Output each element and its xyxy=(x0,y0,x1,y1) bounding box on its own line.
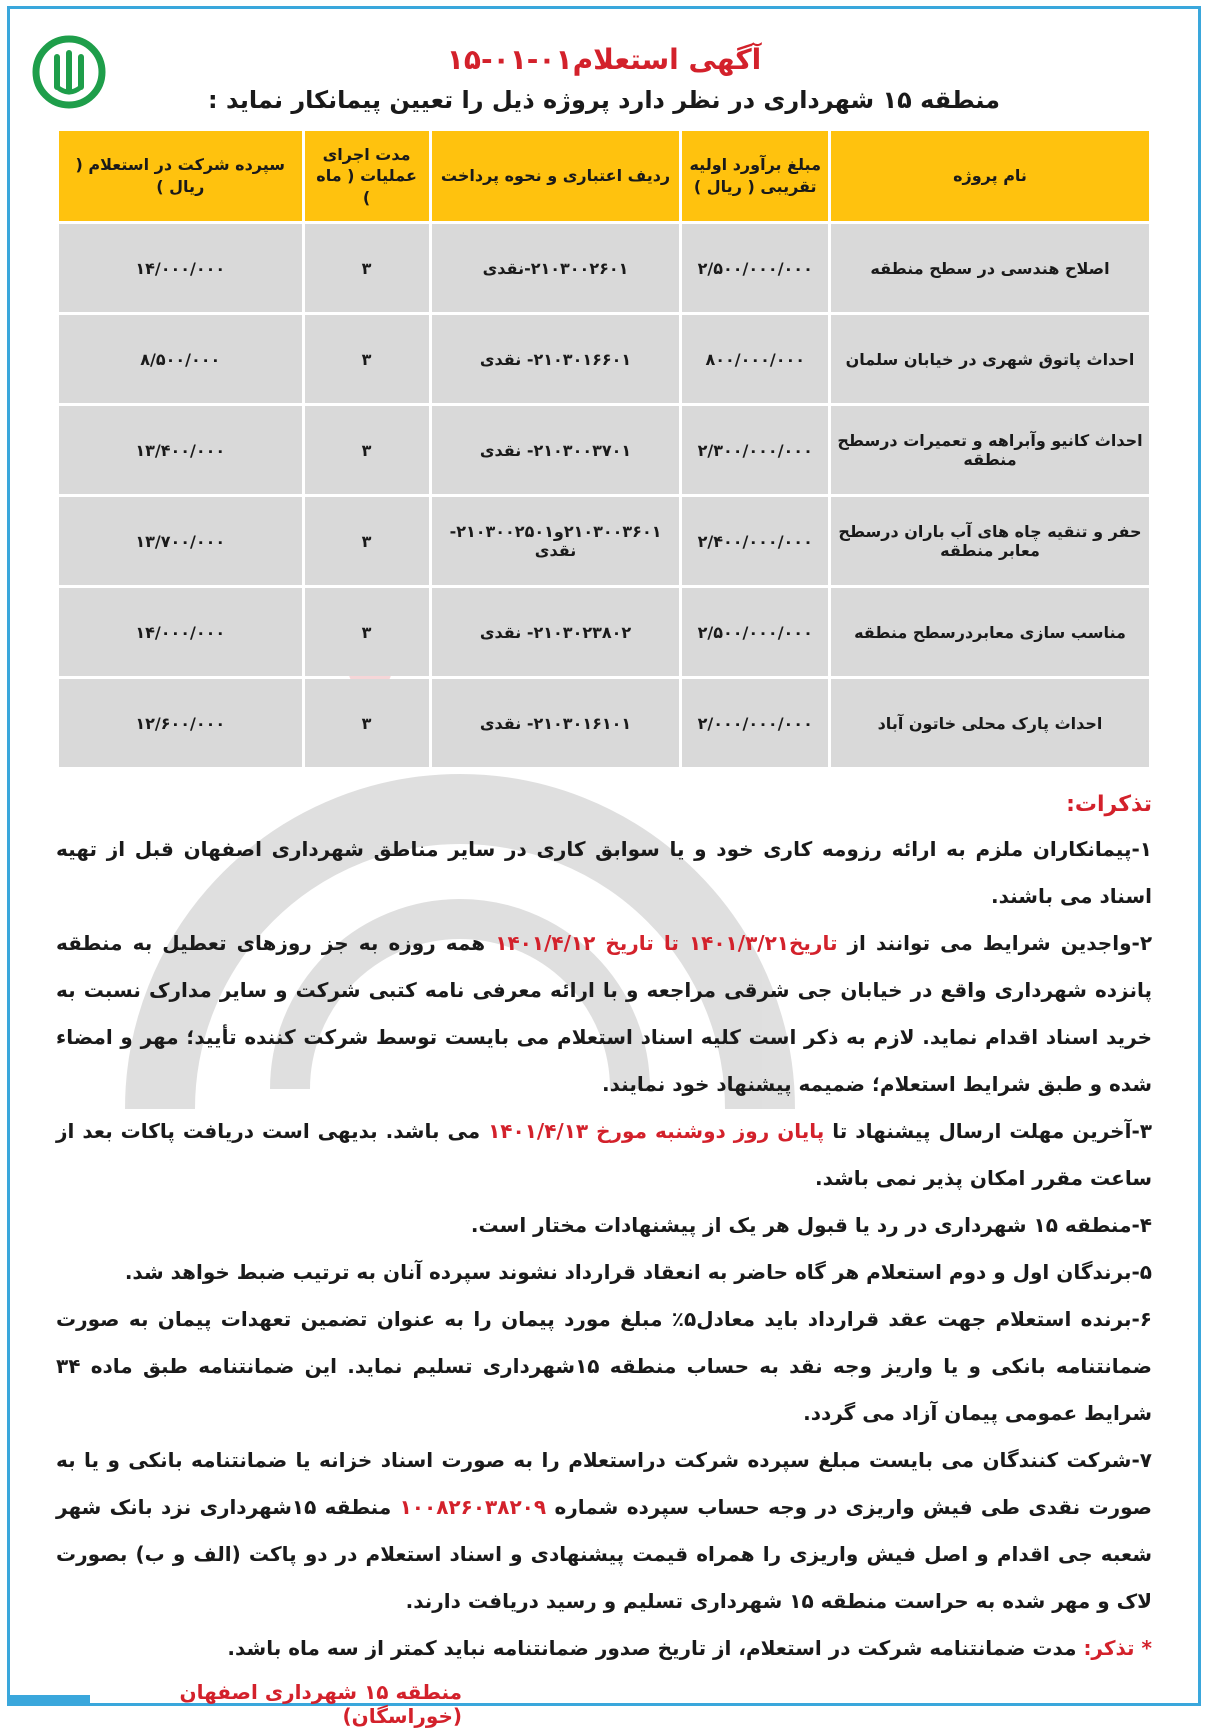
notes-title: تذکرات: xyxy=(1066,792,1152,817)
cell-deposit: ۱۴/۰۰۰/۰۰۰ xyxy=(59,224,302,312)
cell-duration: ۳ xyxy=(305,315,429,403)
cell-project-name: احداث پارک محلی خاتون آباد xyxy=(831,679,1149,767)
cell-deposit: ۸/۵۰۰/۰۰۰ xyxy=(59,315,302,403)
cell-deposit: ۱۲/۶۰۰/۰۰۰ xyxy=(59,679,302,767)
cell-deposit: ۱۴/۰۰۰/۰۰۰ xyxy=(59,588,302,676)
note-2-text-b: همه روزه به جز روزهای تعطیل به منطقه پانزده شهرداری واقع در خیابان جی شرقی مراجعه و با ارائه معرفی نامه کتبی شرکت و سایر مدارک نسبت به خرید اسناد اقدام نماید. لازم به ذکر است کلیه اسناد استعلام می بایست توسط شرکت کننده تأیید؛ مهر و امضاء شده و طبق شرایط استعلام؛ ضمیمه پیشنهاد خود نمایند. xyxy=(56,931,1152,1096)
cell-estimate: ۲/۰۰۰/۰۰۰/۰۰۰ xyxy=(682,679,828,767)
cell-project-name: اصلاح هندسی در سطح منطقه xyxy=(831,224,1149,312)
note-7-text-a: ۷-شرکت کنندگان می بایست مبلغ سپرده شرکت دراستعلام را به صورت اسناد خزانه یا ضمانتنامه بانکی و یا به صورت نقدی طی فیش واریزی در وجه حساب سپرده شماره xyxy=(56,1448,1152,1519)
note-2-text-a: ۲-واجدین شرایط می توانند از xyxy=(847,931,1153,955)
notes-section xyxy=(56,788,1152,1672)
cell-budget-line: ۲۱۰۳۰۰۲۶۰۱-نقدی xyxy=(432,224,680,312)
note-3-text-a: ۳-آخرین مهلت ارسال پیشنهاد تا xyxy=(832,1119,1152,1143)
note-7-account-number: ۱۰۰۸۲۶۰۳۸۲۰۹ xyxy=(399,1495,547,1519)
cell-estimate: ۲/۳۰۰/۰۰۰/۰۰۰ xyxy=(682,406,828,494)
table-header-row xyxy=(59,131,1149,221)
cell-deposit: ۱۳/۷۰۰/۰۰۰ xyxy=(59,497,302,585)
table-row xyxy=(59,224,1149,312)
footnote-text: مدت ضمانتنامه شرکت در استعلام، از تاریخ صدور ضمانتنامه نباید کمتر از سه ماه باشد. xyxy=(227,1636,1077,1660)
note-3-deadline: پایان روز دوشنبه مورخ ۱۴۰۱/۴/۱۳ xyxy=(488,1119,825,1143)
table-row xyxy=(59,315,1149,403)
signature: منطقه ۱۵ شهرداری اصفهان (خوراسگان) xyxy=(179,1680,462,1728)
table-row xyxy=(59,406,1149,494)
cell-budget-line: ۲۱۰۳۰۱۶۱۰۱- نقدی xyxy=(432,679,680,767)
cell-budget-line: ۲۱۰۳۰۰۳۶۰۱و۲۱۰۳۰۰۲۵۰۱- نقدی xyxy=(432,497,680,585)
cell-duration: ۳ xyxy=(305,497,429,585)
cell-deposit: ۱۳/۴۰۰/۰۰۰ xyxy=(59,406,302,494)
notice-subtitle: منطقه ۱۵ شهرداری در نظر دارد پروژه ذیل را تعیین پیمانکار نماید : xyxy=(208,86,1000,114)
table-row xyxy=(59,588,1149,676)
note-2 xyxy=(56,920,1152,1108)
cell-duration: ۳ xyxy=(305,406,429,494)
col-header-deposit: سپرده شرکت در استعلام ( ریال ) xyxy=(59,131,302,221)
note-6: ۶-برنده استعلام جهت عقد قرارداد باید معادل۵٪ مبلغ مورد پیمان را به عنوان تضمین تعهدات پیمان به صورت ضمانتنامه بانکی و یا واریز وجه نقد به حساب منطقه ۱۵شهرداری تسلیم نماید. این ضمانتنامه طبق ماده ۳۴ شرایط عمومی پیمان آزاد می گردد. xyxy=(56,1307,1153,1425)
table-row xyxy=(59,679,1149,767)
cell-budget-line: ۲۱۰۳۰۰۳۷۰۱- نقدی xyxy=(432,406,680,494)
col-header-estimate: مبلغ برآورد اولیه تقریبی ( ریال ) xyxy=(682,131,828,221)
note-3 xyxy=(56,1108,1152,1202)
col-header-project-name: نام پروژه xyxy=(831,131,1149,221)
cell-project-name: حفر و تنقیه چاه های آب باران درسطح معابر منطقه xyxy=(831,497,1149,585)
table-row xyxy=(59,497,1149,585)
notice-title: آگهی استعلام۰۱-۰۱-۱۵ xyxy=(446,43,762,76)
col-header-duration: مدت اجرای عملیات ( ماه ) xyxy=(305,131,429,221)
note-5: ۵-برندگان اول و دوم استعلام هر گاه حاضر به انعقاد قرارداد نشوند سپرده آنان به ترتیب ضبط خواهد شد. xyxy=(124,1260,1152,1284)
note-4: ۴-منطقه ۱۵ شهرداری در رد یا قبول هر یک از پیشنهادات مختار است. xyxy=(470,1213,1152,1237)
note-1: ۱-پیمانکاران ملزم به ارائه رزومه کاری خود و یا سوابق کاری در سایر مناطق شهرداری اصفهان قبل از تهیه اسناد می باشند. xyxy=(56,837,1152,908)
cell-estimate: ۲/۴۰۰/۰۰۰/۰۰۰ xyxy=(682,497,828,585)
note-7-text-b: منطقه ۱۵شهرداری نزد بانک شهر شعبه جی اقدام و اصل فیش واریزی را همراه قیمت پیشنهادی و اسناد استعلام در دو پاکت (الف و ب) بصورت لاک و مهر شده به حراست منطقه ۱۵ شهرداری تسلیم و رسید دریافت دارند. xyxy=(56,1495,1152,1613)
cell-duration: ۳ xyxy=(305,224,429,312)
footnote-label: * تذکر: xyxy=(1083,1636,1152,1660)
projects-table xyxy=(56,128,1152,770)
cell-duration: ۳ xyxy=(305,679,429,767)
cell-project-name: احداث کانیو وآبراهه و تعمیرات درسطح منطقه xyxy=(831,406,1149,494)
cell-estimate: ۲/۵۰۰/۰۰۰/۰۰۰ xyxy=(682,588,828,676)
cell-budget-line: ۲۱۰۳۰۱۶۶۰۱- نقدی xyxy=(432,315,680,403)
footnote xyxy=(56,1625,1152,1672)
note-2-dates: تاریخ۱۴۰۱/۳/۲۱ تا تاریخ ۱۴۰۱/۴/۱۲ xyxy=(495,931,838,955)
notice-page xyxy=(7,6,1201,1728)
col-header-budget-line: ردیف اعتباری و نحوه پرداخت xyxy=(432,131,680,221)
cell-project-name: مناسب سازی معابردرسطح منطقه xyxy=(831,588,1149,676)
note-3-text-b: می باشد. بدیهی است دریافت پاکات بعد از ساعت مقرر امکان پذیر نمی باشد. xyxy=(56,1119,1152,1190)
cell-budget-line: ۲۱۰۳۰۲۳۸۰۲- نقدی xyxy=(432,588,680,676)
corner-accent xyxy=(10,1695,90,1703)
cell-estimate: ۸۰۰/۰۰۰/۰۰۰ xyxy=(682,315,828,403)
cell-estimate: ۲/۵۰۰/۰۰۰/۰۰۰ xyxy=(682,224,828,312)
note-7 xyxy=(56,1437,1152,1625)
cell-duration: ۳ xyxy=(305,588,429,676)
cell-project-name: احداث پاتوق شهری در خیابان سلمان xyxy=(831,315,1149,403)
